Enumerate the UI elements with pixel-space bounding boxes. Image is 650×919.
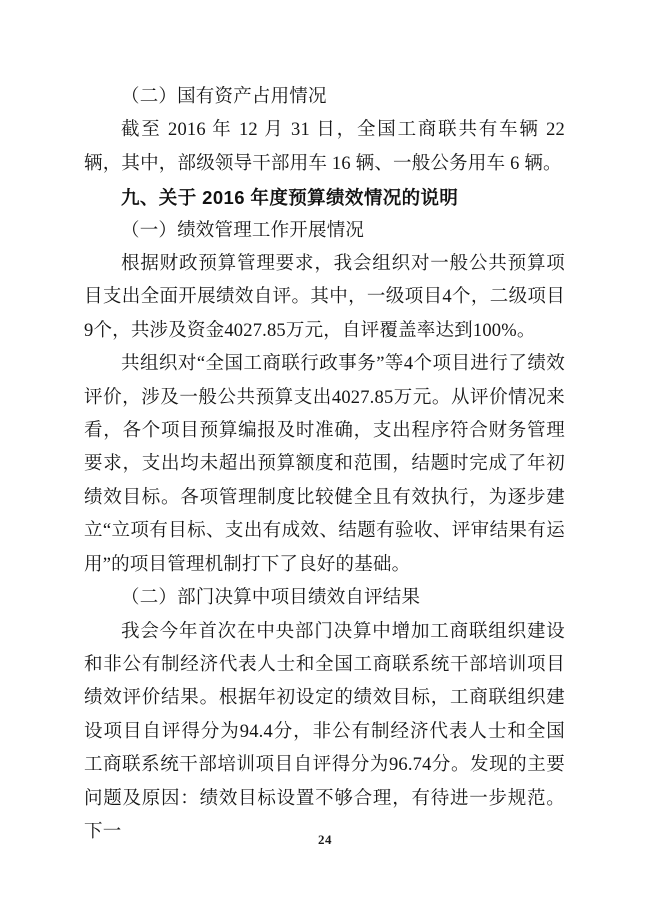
page-number: 24 [318, 832, 332, 847]
performance-evaluation-paragraph: 共组织对“全国工商联行政事务”等4个项目进行了绩效评价，涉及一般公共预算支出4027.85万元。从评价情况来看，各个项目预算编报及时准确，支出程序符合财务管理要求，支出均未超出预算额度和范围，结题时完成了年初绩效目标。各项管理制度比较健全且有效执行，为逐步建立“立项有目标、支出有成效、结题有验收、评审结果有运用”的项目管理机制打下了良好的基础。 [84, 354, 565, 575]
final-accounts-selfreview-subheading: （二）部门决算中项目绩效自评结果 [121, 588, 421, 609]
final-accounts-selfreview-paragraph: 我会今年首次在中央部门决算中增加工商联组织建设和非公有制经济代表人士和全国工商联系统干部培训项目绩效评价结果。根据年初设定的绩效目标，工商联组织建设项目自评得分为94.4分，非公有制经济代表人士和全国工商联系统干部培训项目自评得分为96.74分。发现的主要问题及原因：绩效目标设置不够合理，有待进一步规范。下一 [84, 621, 565, 842]
asset-occupancy-subheading: （二）国有资产占用情况 [121, 87, 327, 107]
self-evaluation-coverage-paragraph: 根据财政预算管理要求，我会组织对一般公共预算项目支出全面开展绩效自评。其中，一级项目4个，二级项目9个，共涉及资金4027.85万元，自评覆盖率达到100%。 [84, 254, 565, 341]
performance-management-subheading: （一）绩效管理工作开展情况 [121, 220, 365, 241]
asset-occupancy-paragraph: 截至 2016 年 12 月 31 日，全国工商联共有车辆 22 辆，其中，部级领导干部用车 16 辆、一般公务用车 6 辆。 [84, 120, 565, 174]
document-text-block [84, 81, 565, 849]
section-nine-heading: 九、关于 2016 年度预算绩效情况的说明 [121, 187, 459, 209]
